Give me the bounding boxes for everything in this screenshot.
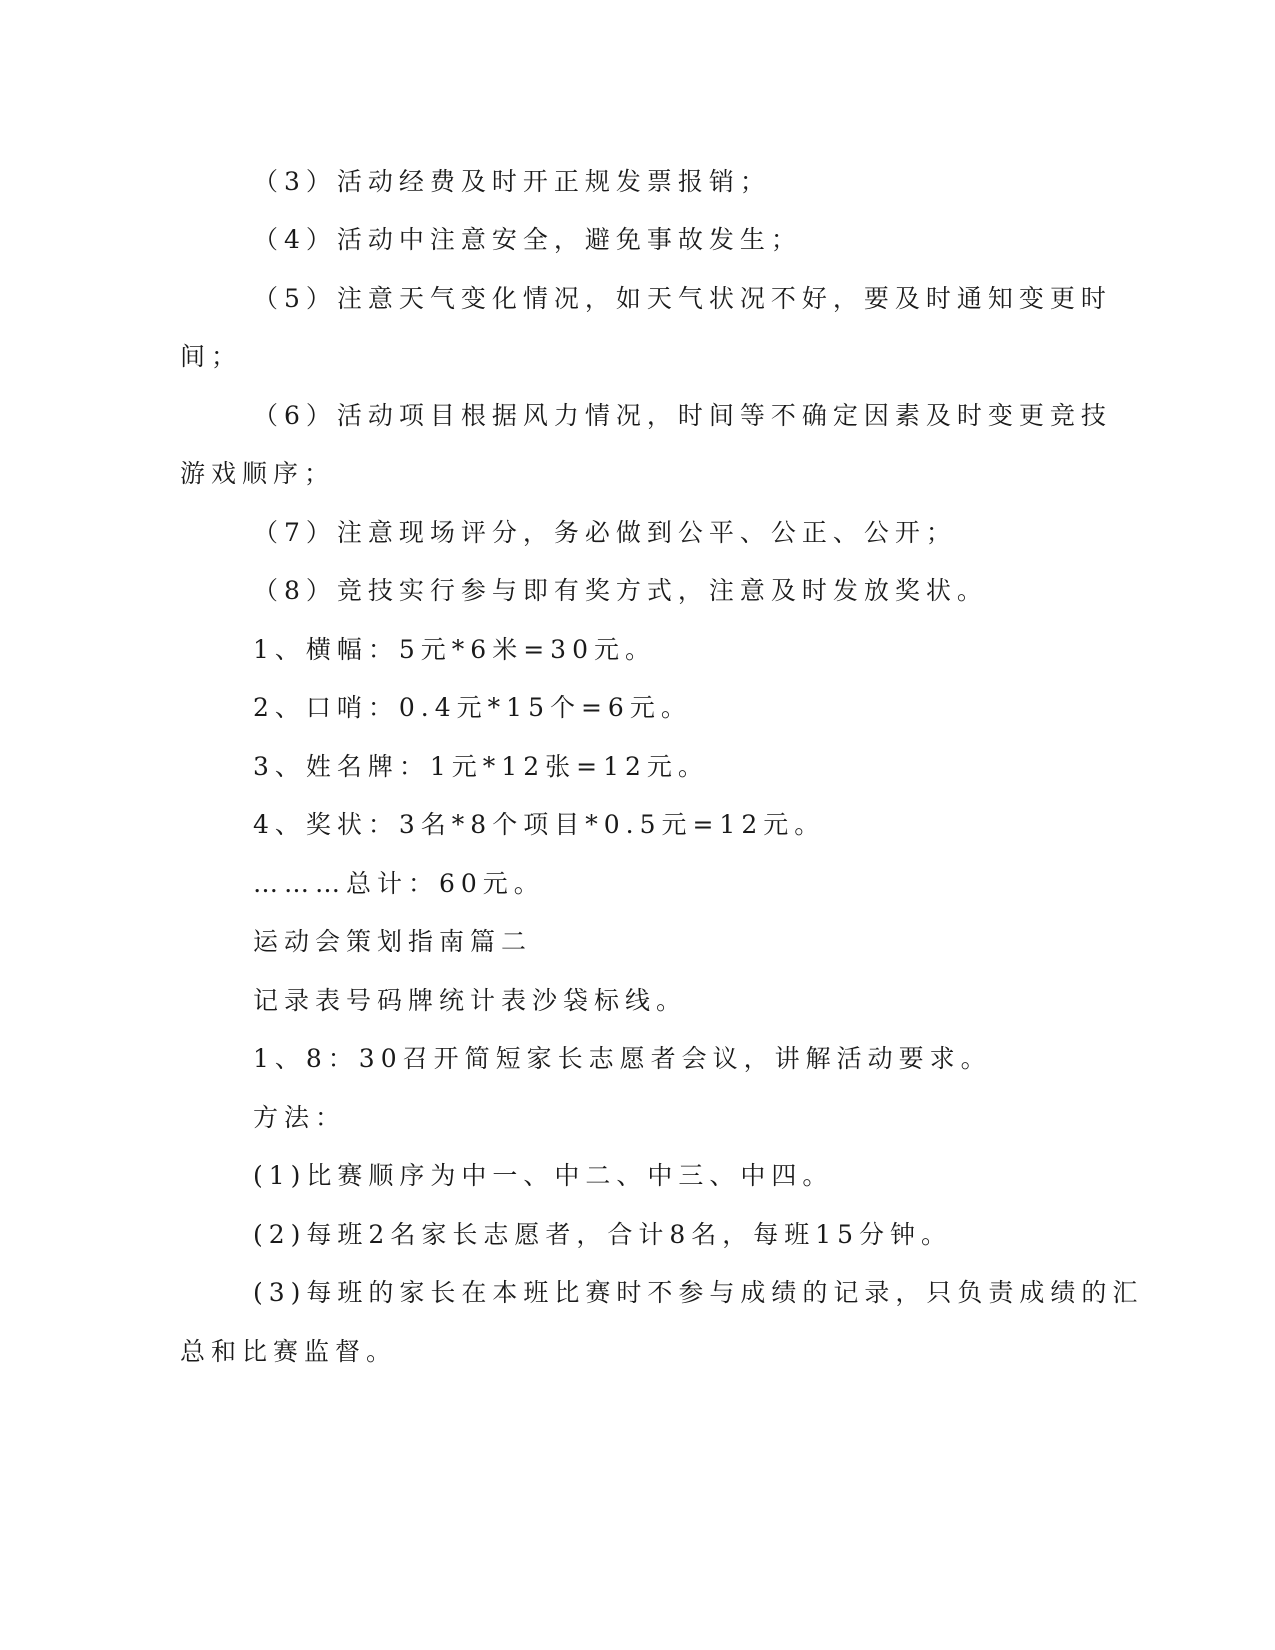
text-line-17: 方法： (253, 1103, 347, 1132)
text-line-13: ………总计：60元。 (253, 869, 545, 898)
text-line-20: (3)每班的家长在本班比赛时不参与成绩的记录，只负责成绩的汇 (253, 1278, 1144, 1307)
text-line-12: 4、奖状：3名*8个项目*0.5元=12元。 (253, 810, 826, 839)
text-line-8: （8）竞技实行参与即有奖方式，注意及时发放奖状。 (253, 576, 988, 605)
text-line-10: 2、口哨：0.4元*15个=6元。 (253, 693, 692, 722)
text-line-7: （7）注意现场评分，务必做到公平、公正、公开； (253, 518, 957, 547)
text-line-4: 间； (180, 342, 243, 371)
text-line-16: 1、8：30召开简短家长志愿者会议，讲解活动要求。 (253, 1044, 992, 1073)
text-line-15: 记录表号码牌统计表沙袋标线。 (253, 986, 688, 1015)
text-line-1: （3）活动经费及时开正规发票报销； (253, 167, 771, 196)
text-line-19: (2)每班2名家长志愿者，合计8名，每班15分钟。 (253, 1220, 953, 1249)
text-line-2: （4）活动中注意安全，避免事故发生； (253, 225, 802, 254)
text-line-6: 游戏顺序； (180, 459, 336, 488)
text-line-3: （5）注意天气变化情况，如天气状况不好，要及时通知变更时 (253, 284, 1112, 313)
text-line-9: 1、横幅：5元*6米=30元。 (253, 635, 656, 664)
text-line-11: 3、姓名牌：1元*12张=12元。 (253, 752, 709, 781)
section-heading: 运动会策划指南篇二 (253, 927, 533, 956)
text-line-21: 总和比赛监督。 (180, 1337, 398, 1366)
text-line-5: （6）活动项目根据风力情况，时间等不确定因素及时变更竞技 (253, 401, 1112, 430)
text-line-18: (1)比赛顺序为中一、中二、中三、中四。 (253, 1161, 834, 1190)
